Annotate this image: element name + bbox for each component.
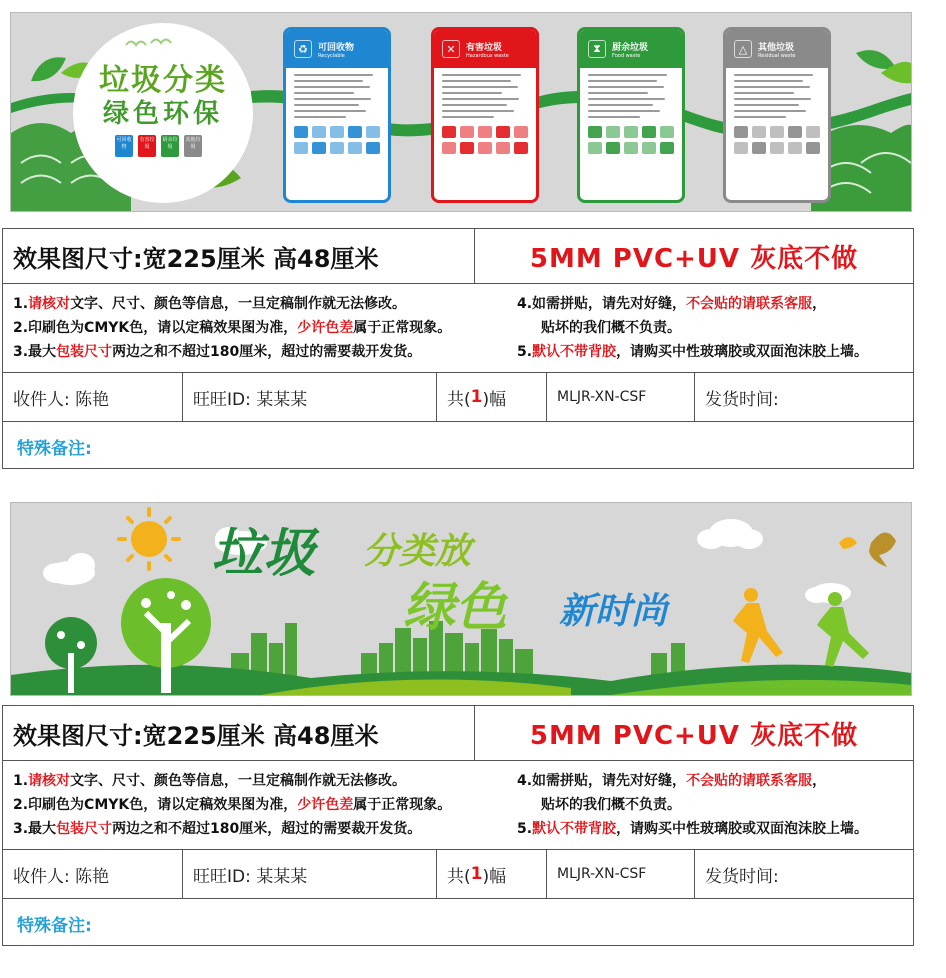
- material-text: 5MM PVC+UV 灰底不做: [529, 720, 859, 751]
- mini-bin-label: 厨余垃圾: [162, 137, 178, 150]
- note-3: 3.最大包装尺寸两边之和不超过180厘米，超过的需要裁开发货。: [13, 821, 422, 837]
- panel-text-block: [442, 74, 528, 118]
- text-line: [588, 86, 664, 88]
- item-icon: [752, 142, 766, 154]
- item-icon: [460, 142, 474, 154]
- text-line: [588, 104, 653, 106]
- panel-hazardous: [431, 27, 539, 203]
- panel-header: [286, 30, 388, 68]
- mini-bin-hazardous: [138, 135, 156, 157]
- slogan-2b: 新时尚: [559, 591, 668, 632]
- panel-item-grid: [442, 126, 528, 154]
- text-line: [588, 110, 660, 112]
- text-line: [442, 74, 521, 76]
- item-icon: [734, 142, 748, 154]
- size-text: 效果图尺寸:宽225厘米 高48厘米: [3, 229, 475, 283]
- item-icon: [606, 126, 620, 138]
- panel-name-cn: 其他垃圾: [758, 42, 795, 53]
- item-icon: [294, 142, 308, 154]
- slogan-2a: 绿色: [403, 578, 508, 638]
- panel-name-cn: 有害垃圾: [466, 42, 503, 53]
- item-icon: [460, 126, 474, 138]
- text-line: [442, 80, 511, 82]
- text-line: [588, 98, 665, 100]
- text-line: [588, 80, 657, 82]
- item-icon: [348, 142, 362, 154]
- count-cell: 共( 1 )幅: [437, 850, 547, 898]
- poster1-title-line1: 垃圾分类: [99, 63, 227, 98]
- item-icon: [788, 126, 802, 138]
- text-line: [294, 104, 359, 106]
- item-icon: [606, 142, 620, 154]
- notes-block: [3, 284, 913, 373]
- text-line: [294, 98, 371, 100]
- size-text: 效果图尺寸:宽225厘米 高48厘米: [3, 706, 475, 760]
- mini-bin-label: 有害垃圾: [139, 137, 155, 150]
- item-icon: [642, 142, 656, 154]
- note-4: 4.如需拼贴，请先对好缝，不会贴的请联系客服，: [517, 296, 827, 312]
- material-text: 5MM PVC+UV 灰底不做: [529, 243, 859, 274]
- panel-item-grid: [588, 126, 674, 154]
- text-line: [294, 116, 346, 118]
- ship-time-cell: 发货时间:: [705, 389, 779, 410]
- code-cell: MLJR-XN-CSF: [547, 850, 695, 898]
- text-line: [294, 86, 370, 88]
- item-icon: [734, 126, 748, 138]
- text-line: [734, 98, 811, 100]
- panel-name-en: Residual waste: [758, 52, 796, 59]
- text-line: [442, 104, 507, 106]
- sun-icon: [119, 509, 179, 569]
- panel-name-cn: 厨余垃圾: [612, 42, 649, 53]
- note-2: 2.印刷色为CMYK色，请以定稿效果图为准，少许色差属于正常现象。: [13, 320, 452, 336]
- note-5: 5.默认不带背胶，请购买中性玻璃胶或双面泡沫胶上墙。: [517, 821, 869, 837]
- text-line: [442, 98, 519, 100]
- order-info-table-2: [2, 705, 914, 946]
- item-icon: [312, 142, 326, 154]
- item-icon: [588, 126, 602, 138]
- panel-name-cn: 可回收物: [318, 42, 355, 53]
- ship-time-cell: 发货时间:: [705, 866, 779, 887]
- item-icon: [660, 142, 674, 154]
- item-icon: [806, 142, 820, 154]
- item-icon: [330, 142, 344, 154]
- item-icon: [624, 126, 638, 138]
- wangwang-cell: 旺旺ID: 某某某: [183, 373, 437, 421]
- panel-text-block: [588, 74, 674, 118]
- item-icon: [660, 126, 674, 138]
- note-2: 2.印刷色为CMYK色，请以定稿效果图为准，少许色差属于正常现象。: [13, 797, 452, 813]
- runner-icon: [817, 592, 869, 667]
- order-info-table-1: [2, 228, 914, 469]
- panel-header: [726, 30, 828, 68]
- item-icon: [366, 126, 380, 138]
- item-icon: [770, 126, 784, 138]
- text-line: [294, 74, 373, 76]
- note-1: 1.请核对文字、尺寸、颜色等信息，一旦定稿制作就无法修改。: [13, 296, 407, 312]
- slogan-1b: 分类放: [363, 531, 472, 572]
- item-icon: [294, 126, 308, 138]
- text-line: [294, 80, 363, 82]
- dove-icon: [839, 537, 857, 549]
- note-4-cont: 贴坏的我们概不负责。: [541, 797, 681, 813]
- item-icon: [588, 142, 602, 154]
- panel-recyclable: [283, 27, 391, 203]
- text-line: [734, 74, 813, 76]
- item-icon: [348, 126, 362, 138]
- receiver-cell: 收件人: 陈艳: [3, 850, 183, 898]
- panel-name-en: Recyclable: [318, 52, 345, 59]
- recycle-icon: ♻: [294, 40, 312, 58]
- item-icon: [514, 142, 528, 154]
- note-4: 4.如需拼贴，请先对好缝，不会贴的请联系客服，: [517, 773, 827, 789]
- mini-bin-label: 其他垃圾: [185, 137, 201, 150]
- panel-residual: [723, 27, 831, 203]
- text-line: [734, 110, 806, 112]
- text-line: [734, 80, 803, 82]
- slogan-1a: 垃圾: [211, 524, 316, 584]
- text-line: [734, 116, 786, 118]
- text-line: [442, 116, 494, 118]
- hourglass-icon: ⧗: [588, 40, 606, 58]
- item-icon: [478, 126, 492, 138]
- text-line: [294, 92, 354, 94]
- text-line: [588, 116, 640, 118]
- text-line: [442, 86, 518, 88]
- item-icon: [366, 142, 380, 154]
- birds-icon: [121, 33, 181, 53]
- text-line: [588, 74, 667, 76]
- item-icon: [442, 126, 456, 138]
- item-icon: [642, 126, 656, 138]
- item-icon: [330, 126, 344, 138]
- item-icon: [788, 142, 802, 154]
- count-cell: 共( 1 )幅: [437, 373, 547, 421]
- panel-text-block: [734, 74, 820, 118]
- special-remark-label: 特殊备注:: [17, 916, 92, 936]
- mini-bin-label: 可回收物: [116, 137, 132, 150]
- item-icon: [770, 142, 784, 154]
- dove-icon: [869, 532, 896, 567]
- special-remark-label: 特殊备注:: [17, 439, 92, 459]
- text-line: [734, 104, 799, 106]
- item-icon: [752, 126, 766, 138]
- design-preview-green-fashion: [10, 502, 912, 696]
- text-line: [294, 110, 366, 112]
- mini-bin-food: [161, 135, 179, 157]
- design-preview-recycling-bins: [10, 12, 912, 212]
- item-icon: [312, 126, 326, 138]
- panel-name-en: Food waste: [612, 52, 641, 59]
- text-line: [734, 92, 794, 94]
- panel-name-en: Hazardous waste: [466, 52, 509, 59]
- panel-header: [580, 30, 682, 68]
- item-icon: [624, 142, 638, 154]
- item-icon: [442, 142, 456, 154]
- panel-food: [577, 27, 685, 203]
- code-cell: MLJR-XN-CSF: [547, 373, 695, 421]
- text-line: [734, 86, 810, 88]
- item-icon: [806, 126, 820, 138]
- note-5: 5.默认不带背胶，请购买中性玻璃胶或双面泡沫胶上墙。: [517, 344, 869, 360]
- notes-block: [3, 761, 913, 850]
- item-icon: [478, 142, 492, 154]
- note-3: 3.最大包装尺寸两边之和不超过180厘米，超过的需要裁开发货。: [13, 344, 422, 360]
- panel-item-grid: [294, 126, 380, 154]
- mini-bin-recyclable: [115, 135, 133, 157]
- text-line: [442, 110, 514, 112]
- mini-bin-residual: [184, 135, 202, 157]
- wangwang-cell: 旺旺ID: 某某某: [183, 850, 437, 898]
- runner-icon: [733, 588, 783, 663]
- poster1-title-line2: 绿色环保: [102, 99, 223, 129]
- note-4-cont: 贴坏的我们概不负责。: [541, 320, 681, 336]
- text-line: [442, 92, 502, 94]
- text-line: [588, 92, 648, 94]
- panel-header: [434, 30, 536, 68]
- item-icon: [496, 142, 510, 154]
- panel-item-grid: [734, 126, 820, 154]
- item-icon: [514, 126, 528, 138]
- triangle-icon: △: [734, 40, 752, 58]
- panel-text-block: [294, 74, 380, 118]
- note-1: 1.请核对文字、尺寸、颜色等信息，一旦定稿制作就无法修改。: [13, 773, 407, 789]
- hazard-icon: ✕: [442, 40, 460, 58]
- item-icon: [496, 126, 510, 138]
- receiver-cell: 收件人: 陈艳: [3, 373, 183, 421]
